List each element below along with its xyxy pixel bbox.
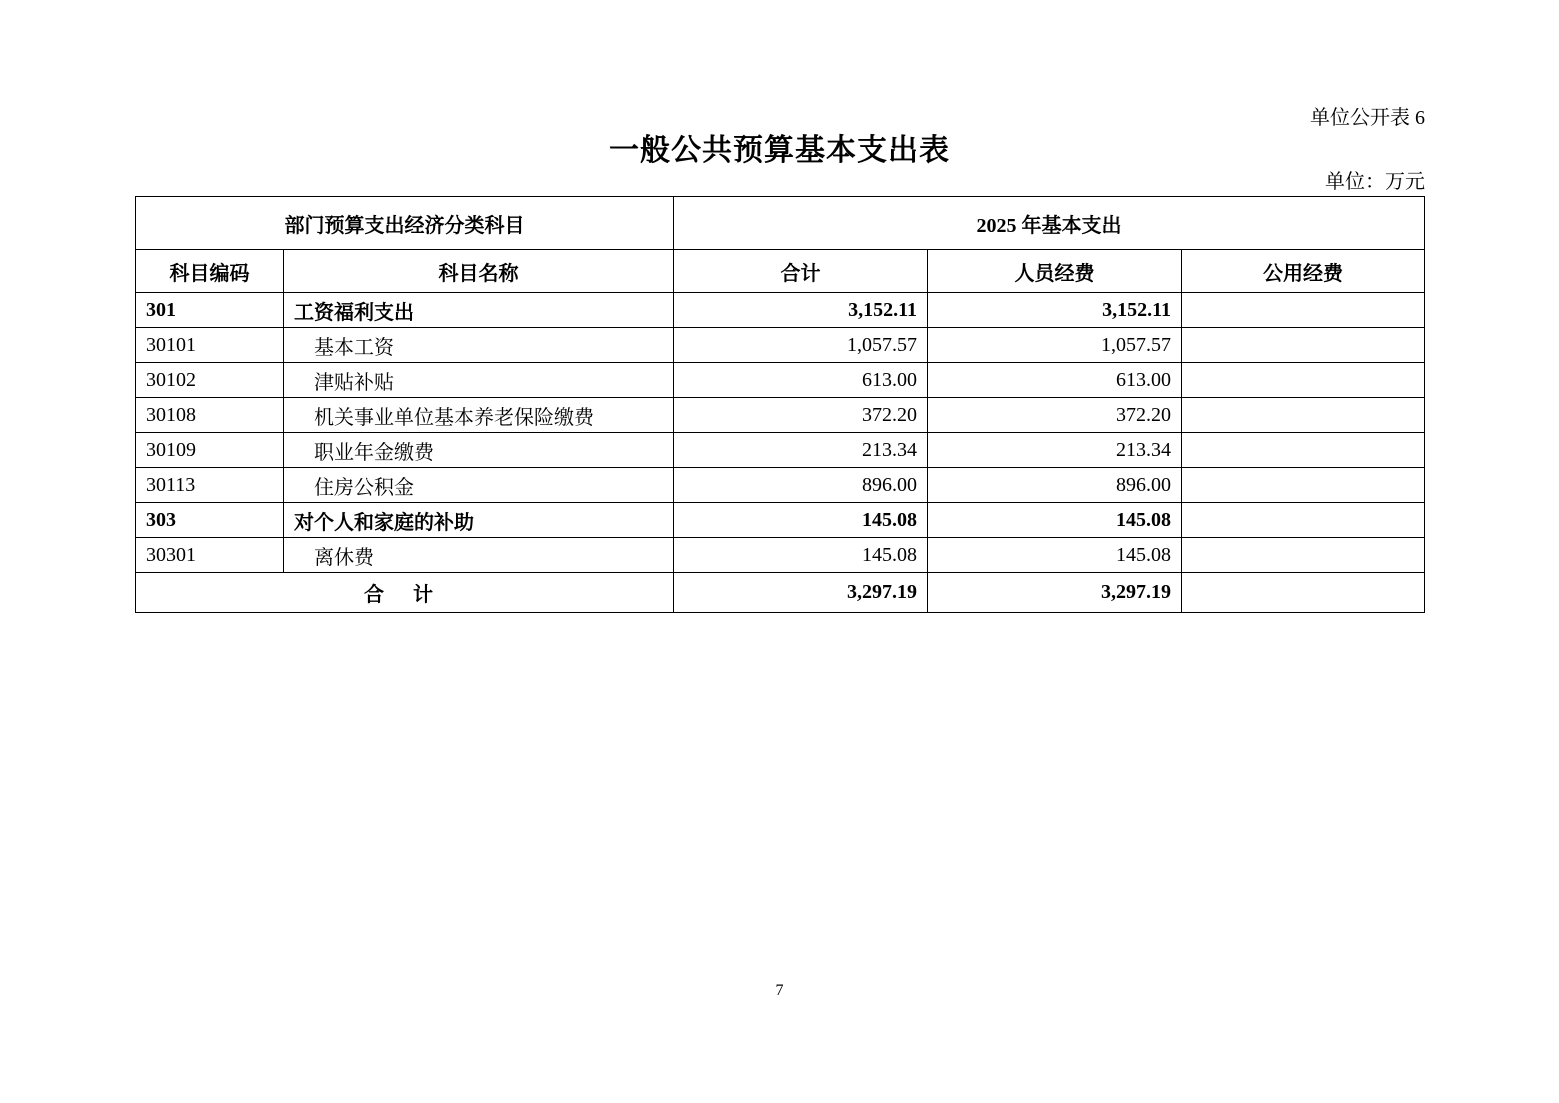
page-title: 一般公共预算基本支出表 bbox=[609, 134, 950, 167]
row-name: 离休费 bbox=[284, 538, 674, 573]
row-name: 基本工资 bbox=[284, 328, 674, 363]
row-personnel: 145.08 bbox=[928, 503, 1182, 538]
table-row bbox=[136, 363, 1425, 398]
total-label-text: 合 计 bbox=[364, 584, 445, 606]
row-personnel: 1,057.57 bbox=[928, 328, 1182, 363]
row-code: 303 bbox=[136, 503, 284, 538]
row-public bbox=[1182, 398, 1425, 433]
row-code: 30102 bbox=[136, 363, 284, 398]
row-public bbox=[1182, 328, 1425, 363]
row-total: 3,152.11 bbox=[674, 293, 928, 328]
row-code: 30101 bbox=[136, 328, 284, 363]
unit-label: 单位：万元 bbox=[1325, 171, 1425, 193]
column-header-name: 科目名称 bbox=[284, 250, 674, 293]
row-personnel: 145.08 bbox=[928, 538, 1182, 573]
table-row bbox=[136, 293, 1425, 328]
table-row bbox=[136, 468, 1425, 503]
header-group-row bbox=[136, 197, 1425, 250]
row-total: 145.08 bbox=[674, 538, 928, 573]
table-row bbox=[136, 503, 1425, 538]
row-code: 30113 bbox=[136, 468, 284, 503]
row-public bbox=[1182, 293, 1425, 328]
row-personnel: 372.20 bbox=[928, 398, 1182, 433]
column-header-code: 科目编码 bbox=[136, 250, 284, 293]
row-public bbox=[1182, 503, 1425, 538]
row-total: 372.20 bbox=[674, 398, 928, 433]
total-sum: 3,297.19 bbox=[674, 573, 928, 613]
row-code: 301 bbox=[136, 293, 284, 328]
row-name: 机关事业单位基本养老保险缴费 bbox=[284, 398, 674, 433]
row-total: 896.00 bbox=[674, 468, 928, 503]
row-name: 住房公积金 bbox=[284, 468, 674, 503]
row-personnel: 3,152.11 bbox=[928, 293, 1182, 328]
row-total: 1,057.57 bbox=[674, 328, 928, 363]
row-public bbox=[1182, 468, 1425, 503]
header-group-right: 2025 年基本支出 bbox=[674, 197, 1425, 250]
row-code: 30109 bbox=[136, 433, 284, 468]
row-name: 对个人和家庭的补助 bbox=[284, 503, 674, 538]
row-total: 613.00 bbox=[674, 363, 928, 398]
form-number: 单位公开表 6 bbox=[1310, 107, 1425, 129]
row-public bbox=[1182, 363, 1425, 398]
row-personnel: 213.34 bbox=[928, 433, 1182, 468]
row-code: 30108 bbox=[136, 398, 284, 433]
total-label bbox=[136, 573, 674, 613]
row-code: 30301 bbox=[136, 538, 284, 573]
column-header-total: 合计 bbox=[674, 250, 928, 293]
column-header-public: 公用经费 bbox=[1182, 250, 1425, 293]
table-row bbox=[136, 398, 1425, 433]
row-name: 津贴补贴 bbox=[284, 363, 674, 398]
row-public bbox=[1182, 433, 1425, 468]
total-row bbox=[136, 573, 1425, 613]
column-header-personnel: 人员经费 bbox=[928, 250, 1182, 293]
budget-table bbox=[135, 196, 1425, 613]
page-number: 7 bbox=[775, 982, 784, 999]
row-total: 145.08 bbox=[674, 503, 928, 538]
column-header-row bbox=[136, 250, 1425, 293]
header-group-left: 部门预算支出经济分类科目 bbox=[136, 197, 674, 250]
table-row bbox=[136, 328, 1425, 363]
row-name: 工资福利支出 bbox=[284, 293, 674, 328]
table-row bbox=[136, 433, 1425, 468]
table-row bbox=[136, 538, 1425, 573]
total-personnel: 3,297.19 bbox=[928, 573, 1182, 613]
row-public bbox=[1182, 538, 1425, 573]
row-personnel: 896.00 bbox=[928, 468, 1182, 503]
row-name: 职业年金缴费 bbox=[284, 433, 674, 468]
row-personnel: 613.00 bbox=[928, 363, 1182, 398]
total-public bbox=[1182, 573, 1425, 613]
row-total: 213.34 bbox=[674, 433, 928, 468]
